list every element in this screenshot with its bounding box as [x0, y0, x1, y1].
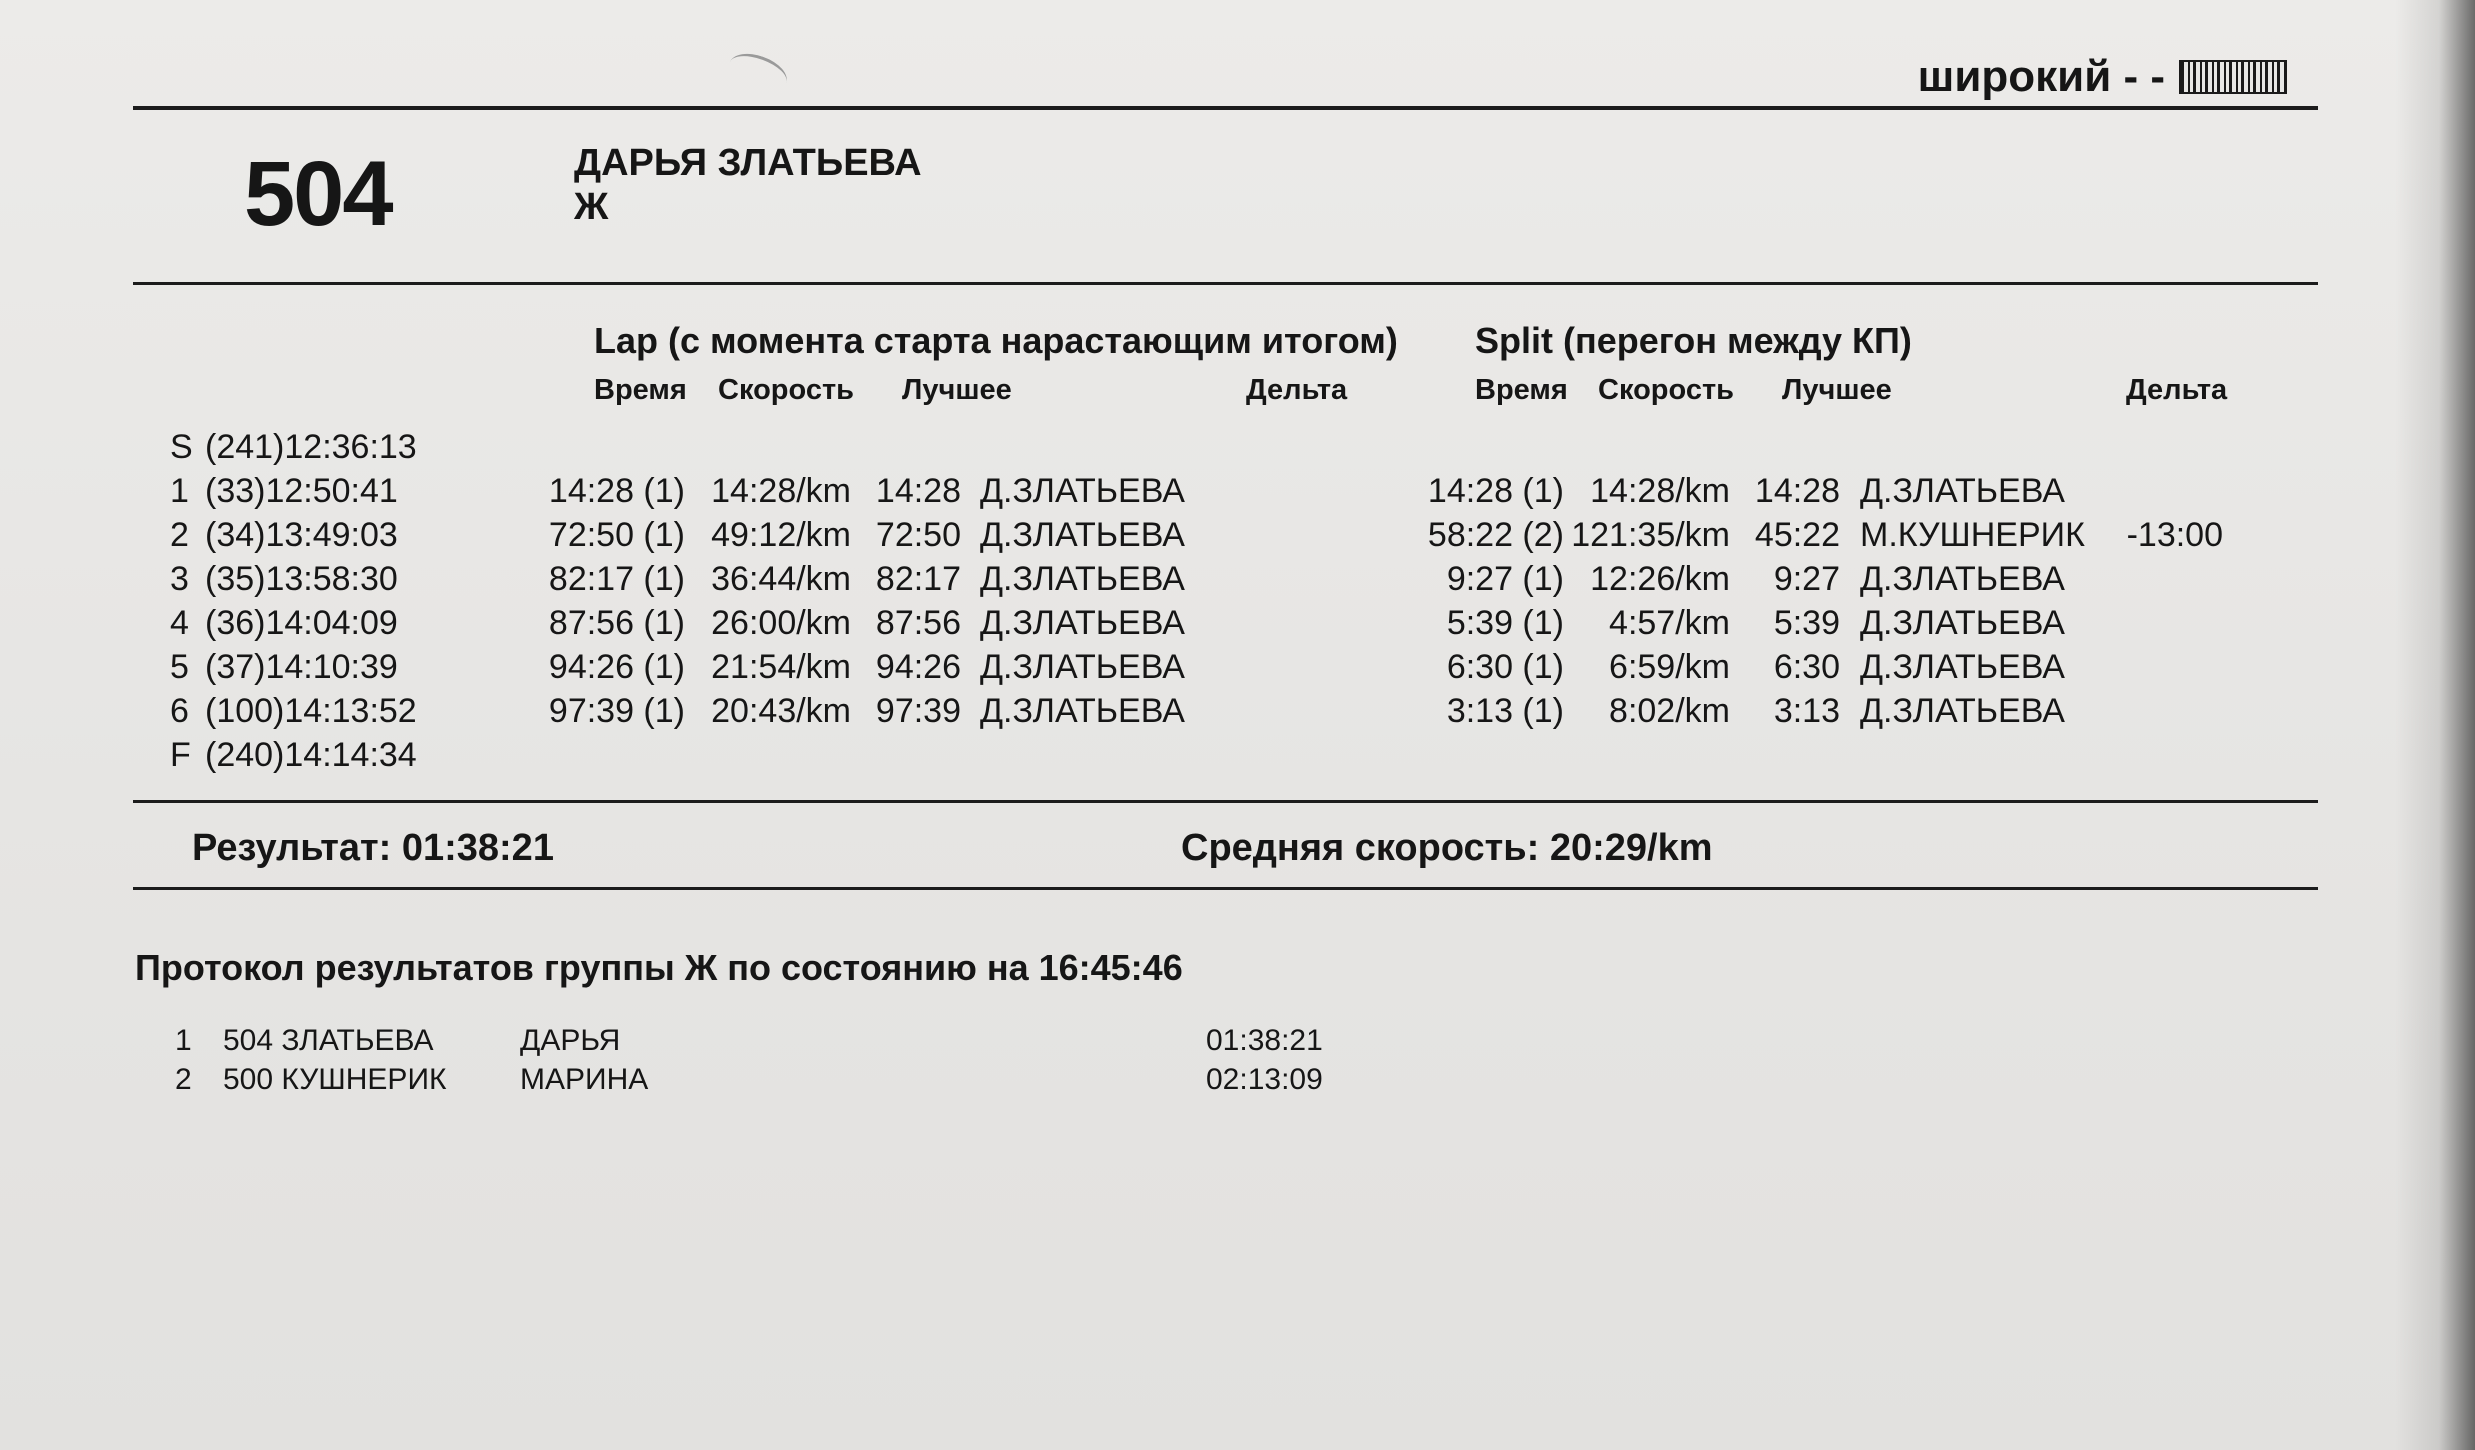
split-best-name: Д.ЗЛАТЬЕВА — [1860, 560, 2065, 598]
lap-section-title: Lap (с момента старта нарастающим итогом) — [594, 320, 1398, 361]
lap-speed: 49:12/km — [711, 516, 851, 554]
cp-index: S — [170, 428, 193, 466]
split-col-speed: Скорость — [1598, 374, 1734, 406]
lap-col-time: Время — [594, 374, 687, 406]
cp-time: (240)14:14:34 — [205, 736, 417, 774]
cp-index: F — [170, 736, 191, 774]
lap-best: 87:56 — [875, 604, 961, 642]
protocol-place: 2 — [175, 1063, 192, 1096]
split-time: 58:22 (2) — [1427, 516, 1564, 554]
lap-best-name: Д.ЗЛАТЬЕВА — [980, 604, 1185, 642]
checkpoint-row — [0, 736, 2475, 780]
protocol-first-name: ДАРЬЯ — [520, 1024, 621, 1057]
checkpoint-row — [0, 692, 2475, 736]
split-speed: 12:26/km — [1590, 560, 1730, 598]
split-best-name: М.КУШНЕРИК — [1860, 516, 2085, 554]
barcode-icon — [2179, 60, 2287, 94]
checkpoint-row — [0, 648, 2475, 692]
split-col-time: Время — [1475, 374, 1568, 406]
split-best-name: Д.ЗЛАТЬЕВА — [1860, 692, 2065, 730]
protocol-place: 1 — [175, 1024, 192, 1057]
lap-time: 82:17 (1) — [548, 560, 685, 598]
cp-time: (34)13:49:03 — [205, 516, 398, 554]
cp-index: 4 — [170, 604, 189, 642]
lap-speed: 36:44/km — [711, 560, 851, 598]
average-speed: Средняя скорость: 20:29/km — [1181, 827, 1713, 869]
checkpoint-row — [0, 604, 2475, 648]
split-speed: 4:57/km — [1609, 604, 1730, 642]
bib-number: 504 — [244, 143, 392, 245]
protocol-title: Протокол результатов группы Ж по состоянию на 16:45:46 — [135, 947, 1183, 988]
cp-time: (36)14:04:09 — [205, 604, 398, 642]
split-best: 14:28 — [1754, 472, 1840, 510]
lap-best-name: Д.ЗЛАТЬЕВА — [980, 516, 1185, 554]
cp-index: 5 — [170, 648, 189, 686]
split-best-name: Д.ЗЛАТЬЕВА — [1860, 648, 2065, 686]
header-brand — [1918, 52, 2287, 102]
split-delta: -13:00 — [2126, 516, 2223, 554]
split-best: 9:27 — [1773, 560, 1840, 598]
split-best-name: Д.ЗЛАТЬЕВА — [1860, 604, 2065, 642]
split-time: 6:30 (1) — [1446, 648, 1564, 686]
athlete-group: Ж — [574, 186, 609, 228]
result-total: Результат: 01:38:21 — [192, 827, 554, 869]
checkpoint-row — [0, 560, 2475, 604]
split-speed: 6:59/km — [1609, 648, 1730, 686]
lap-best-name: Д.ЗЛАТЬЕВА — [980, 472, 1185, 510]
split-time: 3:13 (1) — [1446, 692, 1564, 730]
lap-speed: 14:28/km — [711, 472, 851, 510]
split-time: 14:28 (1) — [1427, 472, 1564, 510]
protocol-row — [0, 1024, 2475, 1064]
cp-index: 3 — [170, 560, 189, 598]
lap-speed: 21:54/km — [711, 648, 851, 686]
lap-best: 97:39 — [875, 692, 961, 730]
cp-time: (37)14:10:39 — [205, 648, 398, 686]
lap-time: 14:28 (1) — [548, 472, 685, 510]
split-col-delta: Дельта — [2126, 374, 2228, 406]
cp-time: (241)12:36:13 — [205, 428, 417, 466]
header-brand-text: широкий - - — [1917, 52, 2165, 101]
protocol-number-surname: 500 КУШНЕРИК — [223, 1063, 447, 1096]
lap-col-speed: Скорость — [718, 374, 854, 406]
split-speed: 14:28/km — [1590, 472, 1730, 510]
lap-best: 72:50 — [875, 516, 961, 554]
divider-top — [133, 106, 2318, 110]
protocol-first-name: МАРИНА — [520, 1063, 649, 1096]
split-speed: 121:35/km — [1571, 516, 1730, 554]
lap-best: 82:17 — [875, 560, 961, 598]
split-speed: 8:02/km — [1609, 692, 1730, 730]
divider-header — [133, 282, 2318, 285]
split-time: 9:27 (1) — [1446, 560, 1564, 598]
cp-index: 2 — [170, 516, 189, 554]
split-best: 6:30 — [1773, 648, 1840, 686]
lap-speed: 26:00/km — [711, 604, 851, 642]
athlete-name: ДАРЬЯ ЗЛАТЬЕВА — [574, 142, 922, 184]
protocol-time: 02:13:09 — [1206, 1063, 1323, 1096]
lap-time: 87:56 (1) — [548, 604, 685, 642]
page-edge-shadow — [2395, 0, 2475, 1450]
protocol-row — [0, 1063, 2475, 1103]
protocol-number-surname: 504 ЗЛАТЬЕВА — [223, 1024, 434, 1057]
split-best: 45:22 — [1754, 516, 1840, 554]
cp-index: 1 — [170, 472, 189, 510]
split-best: 5:39 — [1773, 604, 1840, 642]
cp-time: (33)12:50:41 — [205, 472, 398, 510]
cp-time: (35)13:58:30 — [205, 560, 398, 598]
lap-col-best: Лучшее — [902, 374, 1012, 406]
split-best: 3:13 — [1773, 692, 1840, 730]
cp-time: (100)14:13:52 — [205, 692, 417, 730]
lap-time: 97:39 (1) — [548, 692, 685, 730]
lap-time: 72:50 (1) — [548, 516, 685, 554]
cp-index: 6 — [170, 692, 189, 730]
split-time: 5:39 (1) — [1446, 604, 1564, 642]
lap-speed: 20:43/km — [711, 692, 851, 730]
divider-summary-top — [133, 800, 2318, 803]
protocol-time: 01:38:21 — [1206, 1024, 1323, 1057]
lap-best: 94:26 — [875, 648, 961, 686]
lap-best-name: Д.ЗЛАТЬЕВА — [980, 648, 1185, 686]
divider-summary-bottom — [133, 887, 2318, 890]
lap-best-name: Д.ЗЛАТЬЕВА — [980, 560, 1185, 598]
checkpoint-row — [0, 472, 2475, 516]
paper-scratch-mark — [724, 47, 792, 99]
split-section-title: Split (перегон между КП) — [1475, 320, 1912, 361]
split-col-best: Лучшее — [1782, 374, 1892, 406]
lap-col-delta: Дельта — [1246, 374, 1348, 406]
split-best-name: Д.ЗЛАТЬЕВА — [1860, 472, 2065, 510]
checkpoint-row — [0, 516, 2475, 560]
lap-best-name: Д.ЗЛАТЬЕВА — [980, 692, 1185, 730]
lap-time: 94:26 (1) — [548, 648, 685, 686]
lap-best: 14:28 — [875, 472, 961, 510]
checkpoint-row — [0, 428, 2475, 472]
